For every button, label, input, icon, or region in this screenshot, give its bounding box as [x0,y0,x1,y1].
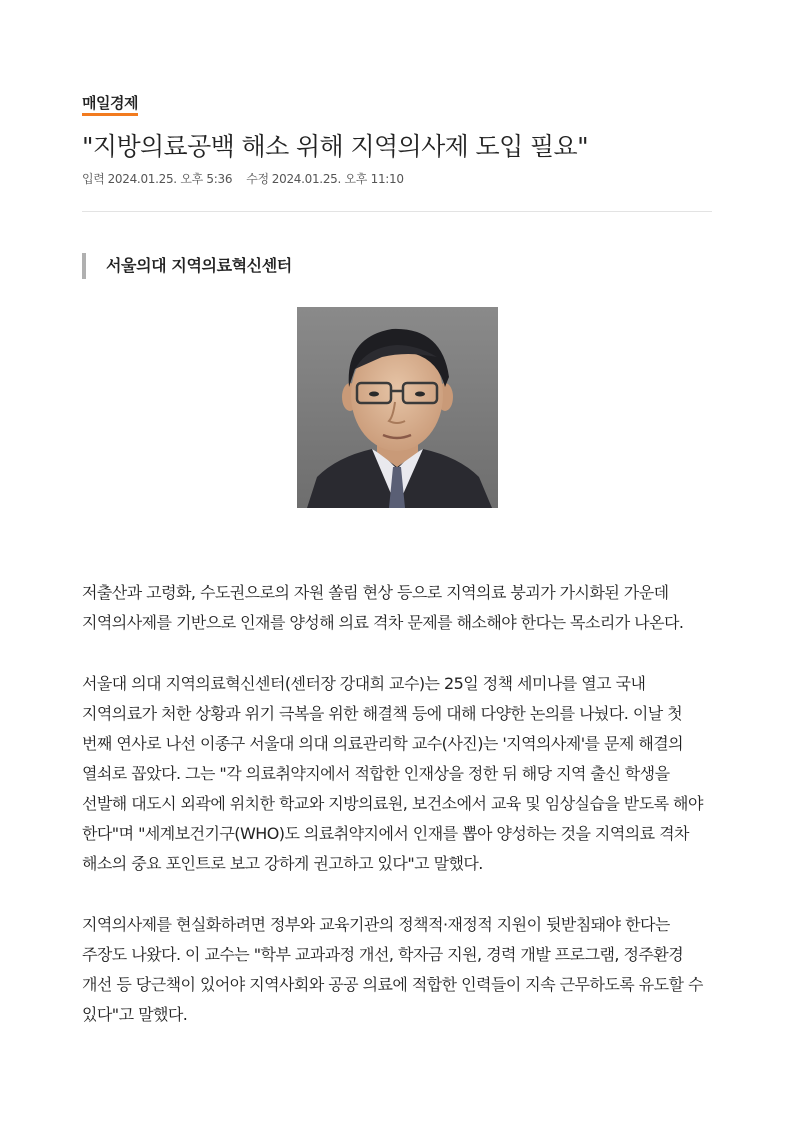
header-divider [82,211,712,212]
modify-label: 수정 [246,172,269,186]
modify-time: 2024.01.25. 오후 11:10 [271,172,404,186]
paragraph: 지역의사제를 현실화하려면 정부와 교육기관의 정책적·재정적 지원이 뒷받침돼야 한다는 주장도 나왔다. 이 교수는 "학부 교과과정 개선, 학자금 지원, 경력 개발 프로그램, 정주환경 개선 등 당근책이 있어야 지역사회와 공공 의료에 적합한 인력들이 지속 근무하도록 유도할 수 있다"고 말했다. [82,915,703,1024]
paragraph: 저출산과 고령화, 수도권으로의 자원 쏠림 현상 등으로 지역의료 붕괴가 가시화된 가운데 지역의사제를 기반으로 인재를 양성해 의료 격차 문제를 해소해야 한다는 목소리가 나온다. [82,583,684,632]
input-time: 2024.01.25. 오후 5:36 [107,172,233,186]
dateline [82,170,407,187]
paragraph: 서울대 의대 지역의료혁신센터(센터장 강대희 교수)는 25일 정책 세미나를 열고 국내 지역의료가 처한 상황과 위기 극복을 위한 해결책 등에 대해 다양한 논의를 나눴다. 이날 첫 번째 연사로 나선 이종구 서울대 의대 의료관리학 교수(사진)는 '지역의사제'를 문제 해결의 열쇠로 꼽았다. 그는 "각 의료취약지에서 적합한 인재상을 정한 뒤 해당 지역 출신 학생을 선발해 대도시 외곽에 위치한 학교와 지방의료원, 보건소에서 교육 및 임상실습을 받도록 해야 한다"며 "세계보건기구(WHO)도 의료취약지에서 인재를 뽑아 양성하는 것을 지역의료 격차 해소의 중요 포인트로 보고 강하게 권고하고 있다"고 말했다. [82,674,703,873]
portrait-photo [297,307,498,508]
article-body [82,578,712,1061]
publisher-logo[interactable]: 매일경제 [82,94,138,116]
article-subhead: 서울의대 지역의료혁신센터 [82,253,292,279]
article-headline: "지방의료공백 해소 위해 지역의사제 도입 필요" [82,132,588,161]
portrait-image [297,307,498,508]
input-label: 입력 [82,172,105,186]
